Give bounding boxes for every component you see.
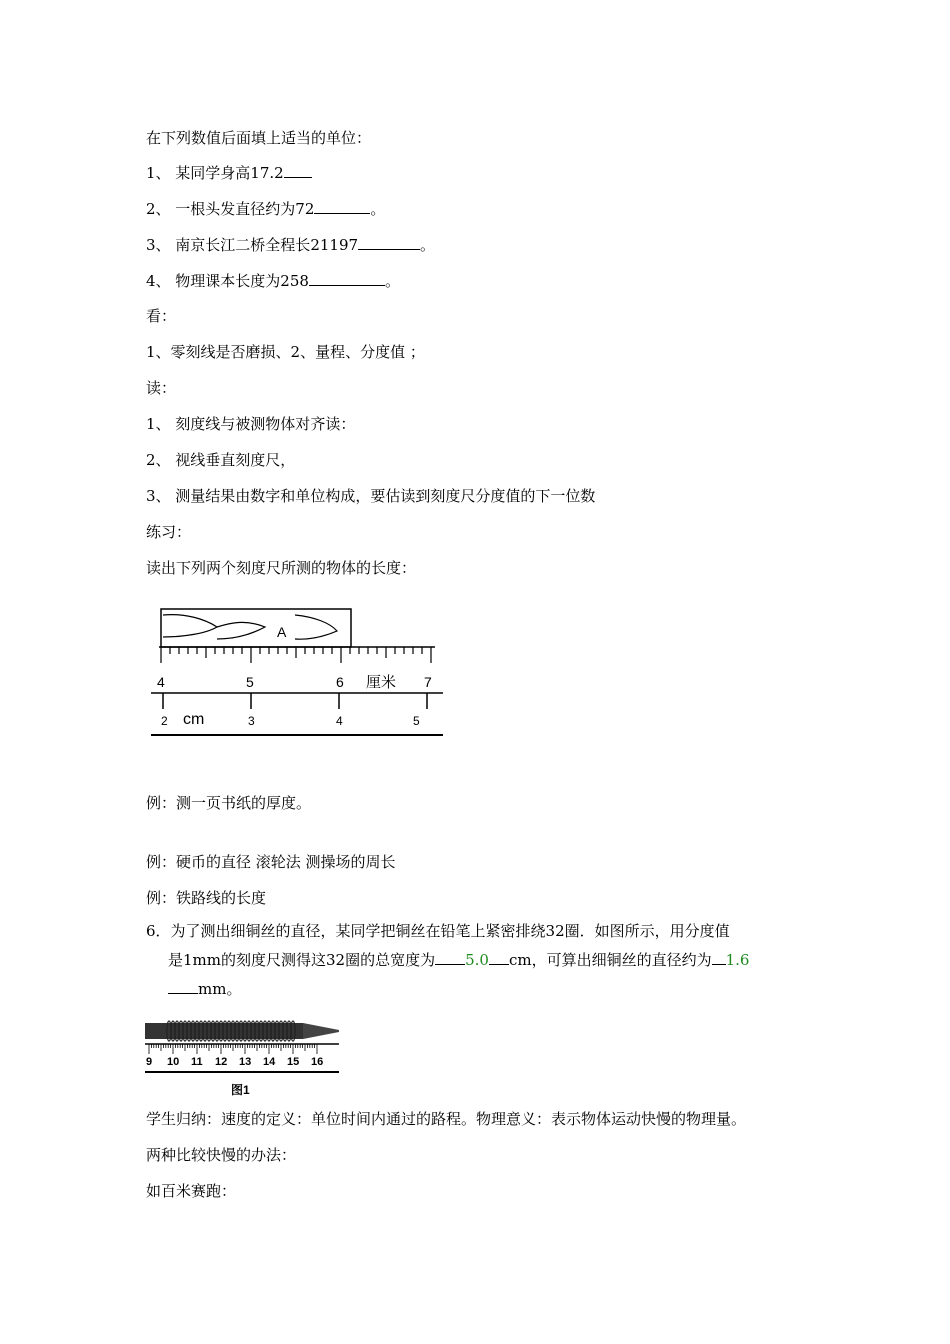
look-item-1: 1、零刻线是否磨损、2、量程、分度值 ； — [146, 343, 425, 361]
summary-text: 学生归纳：速度的定义：单位时间内通过的路程。物理意义：表示物体运动快慢的物理量。 — [146, 1110, 747, 1128]
ruler-1-ticks — [161, 647, 431, 663]
question-6-blank-2-tail — [168, 979, 198, 994]
pencil-tip — [303, 1023, 339, 1039]
fig1-tick-label: 13 — [239, 1056, 252, 1068]
ruler-2-unit: cm — [183, 711, 205, 728]
ruler-1-tick-6: 6 — [336, 674, 344, 690]
two-ways-text: 两种比较快慢的办法： — [146, 1146, 297, 1164]
ruler-2-tick-3: 3 — [248, 714, 255, 728]
question-3 — [146, 235, 435, 255]
fig1-tick-label: 11 — [191, 1056, 203, 1068]
question-6-blank-1-lead — [435, 950, 465, 965]
fig1-caption: 图1 — [231, 1083, 250, 1097]
read-item-3: 3、 测量结果由数字和单位构成，要估读到刻度尺分度值的下一位数 — [146, 487, 596, 505]
question-6-line-2 — [168, 950, 749, 970]
fig1-tick-label: 15 — [287, 1056, 300, 1068]
ruler-2-tick-5: 5 — [413, 714, 420, 728]
question-6-line-1: 6．为了测出细铜丝的直径，某同学把铜丝在铅笔上紧密排绕32圈．如图所示，用分度值 — [146, 922, 730, 940]
question-4 — [146, 271, 400, 291]
fig1-tick-label: 16 — [311, 1056, 324, 1068]
ruler-figure — [145, 605, 450, 745]
question-1-text: 1、 某同学身高17.2 — [146, 164, 284, 182]
ruler-1-tick-4: 4 — [157, 674, 165, 690]
read-heading: 读： — [146, 379, 177, 397]
blank-3[interactable] — [358, 235, 420, 250]
fig1-tick-label: 14 — [263, 1056, 276, 1068]
blank-2[interactable] — [314, 199, 370, 214]
object-a-label: A — [277, 624, 287, 640]
question-6-answer-2: 1.6 — [725, 951, 750, 969]
fig1-tick-label: 9 — [146, 1056, 153, 1068]
question-2-end: 。 — [370, 200, 386, 218]
ruler-2-tick-4: 4 — [336, 714, 343, 728]
fig1-ruler-ticks — [149, 1044, 317, 1054]
look-heading: 看： — [146, 307, 177, 325]
fig1-ruler-labels — [146, 1056, 323, 1068]
question-6-text-a: 是1mm的刻度尺测得这32圈的总宽度为 — [168, 951, 436, 969]
question-6-answer-1: 5.0 — [465, 951, 489, 969]
object-a-box — [161, 609, 351, 647]
example-3: 例：铁路线的长度 — [146, 889, 267, 907]
read-item-1: 1、 刻度线与被测物体对齐读： — [146, 415, 356, 433]
example-1: 例：测一页书纸的厚度。 — [146, 794, 312, 812]
question-6-text-c: mm。 — [198, 980, 242, 998]
question-4-end: 。 — [384, 272, 400, 290]
question-3-end: 。 — [420, 236, 436, 254]
question-6-blank-2-lead — [712, 950, 726, 965]
pencil-wire-figure — [143, 1010, 343, 1100]
fig1-tick-label: 10 — [167, 1056, 180, 1068]
practice-heading: 练习： — [146, 523, 192, 541]
question-4-text: 4、 物理课本长度为258 — [146, 272, 309, 290]
example-2: 例：硬币的直径 滚轮法 测操场的周长 — [146, 853, 396, 871]
fig1-tick-label: 12 — [215, 1056, 228, 1068]
ruler-2-tick-2: 2 — [161, 714, 168, 728]
question-6-text-b: cm，可算出细铜丝的直径约为 — [508, 951, 712, 969]
blank-4[interactable] — [309, 271, 385, 286]
ruler-1-tick-5: 5 — [246, 674, 254, 690]
question-1 — [146, 163, 312, 183]
question-3-text: 3、 南京长江二桥全程长21197 — [146, 236, 359, 254]
read-item-2: 2、 视线垂直刻度尺， — [146, 451, 296, 469]
question-6-line-3 — [168, 979, 241, 999]
question-6-blank-1-tail — [489, 950, 509, 965]
intro-text: 在下列数值后面填上适当的单位： — [146, 129, 372, 147]
ruler-1-tick-7: 7 — [424, 674, 432, 690]
sprint-text: 如百米赛跑： — [146, 1182, 237, 1200]
question-2 — [146, 199, 385, 219]
ruler-1-unit: 厘米 — [366, 674, 397, 691]
practice-task: 读出下列两个刻度尺所测的物体的长度： — [146, 559, 417, 577]
blank-1[interactable] — [284, 163, 312, 178]
question-2-text: 2、 一根头发直径约为72 — [146, 200, 315, 218]
